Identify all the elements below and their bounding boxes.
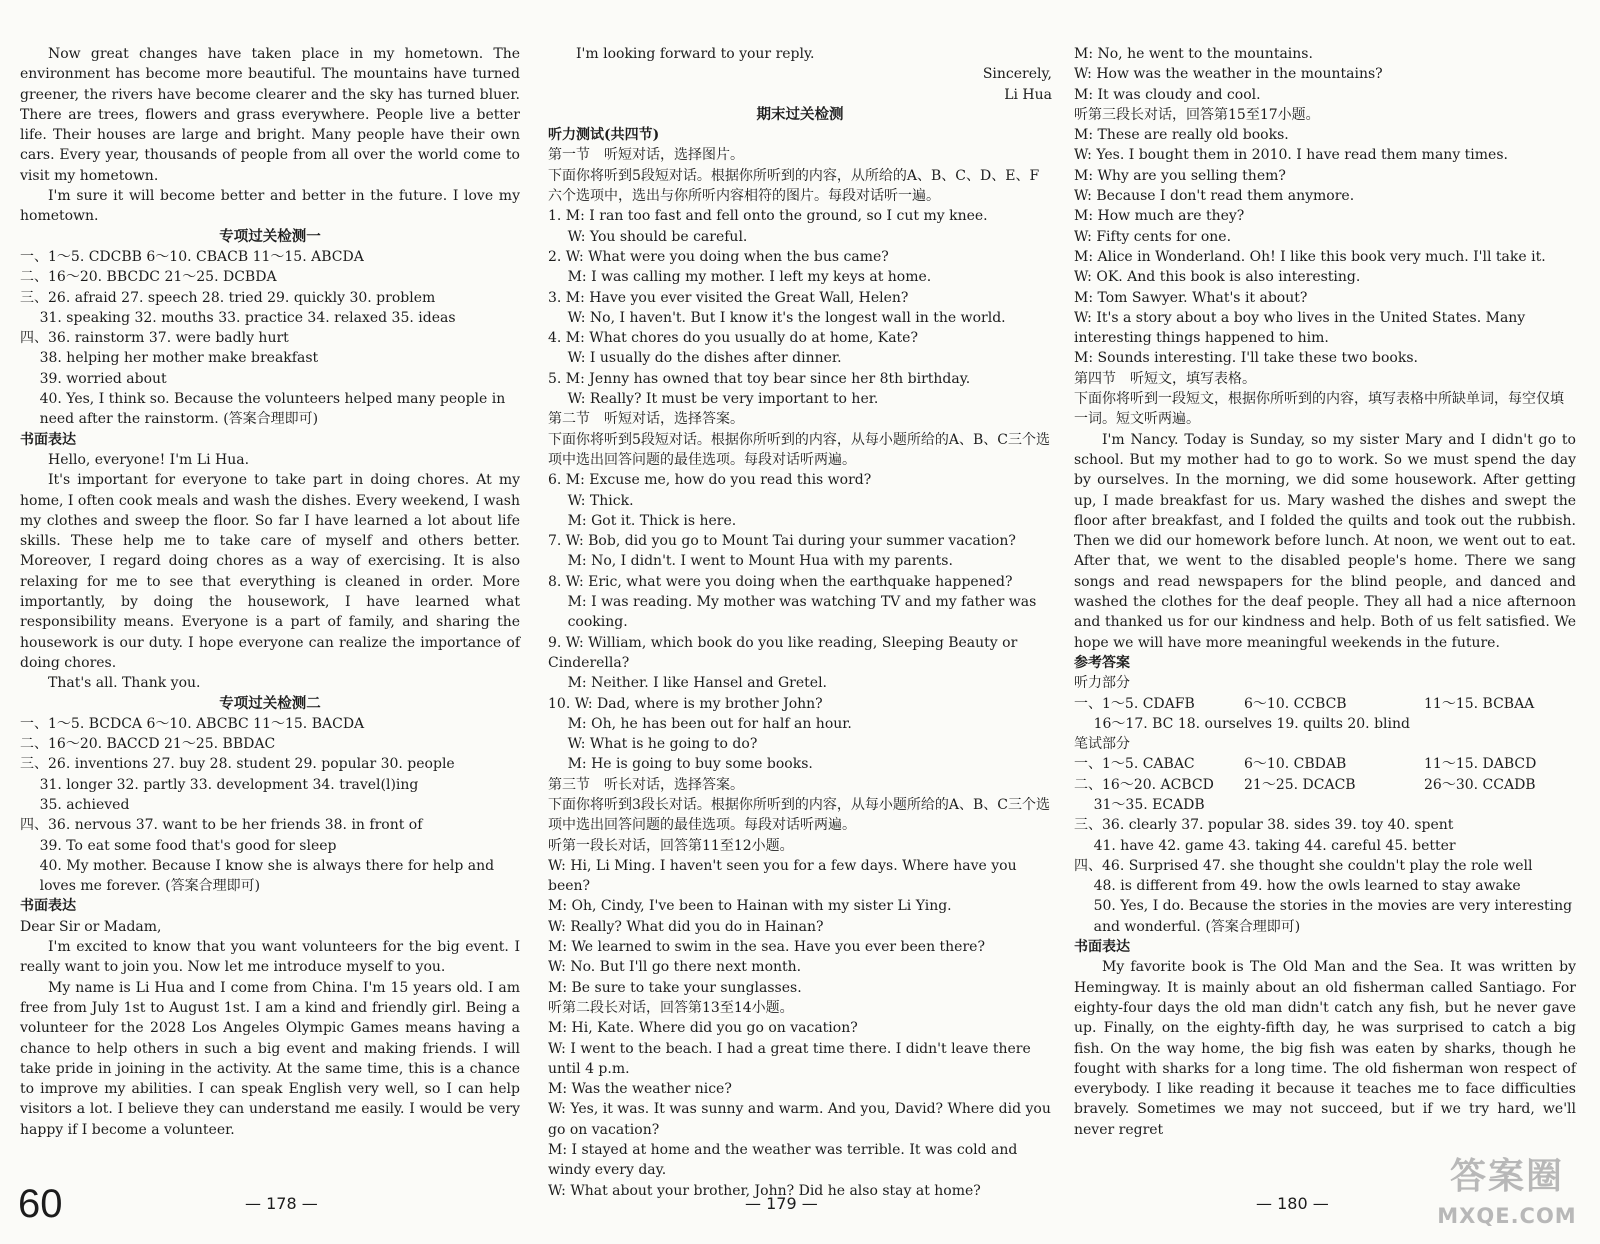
text-line: M: Hi, Kate. Where did you go on vacation?: [548, 1020, 858, 1037]
indented-line: M: Oh, he has been out for half an hour.: [567, 715, 852, 732]
indented-line: W: Really? It must be very important to her.: [567, 391, 879, 408]
text-line: W: Fifty cents for one.: [1074, 228, 1232, 245]
indented-line: W: You should be careful.: [567, 228, 748, 245]
text-line: M: Oh, Cindy, I've been to Hainan with my sister Li Ying.: [548, 898, 952, 915]
section-heading: 书面表达: [20, 898, 76, 915]
page-number-178: — 178 —: [245, 1194, 318, 1213]
text-line: 下面你将听到一段短文，根据你所听到的内容，填写表格中所缺单词，每空仅填一词。短文听两遍。: [1074, 391, 1564, 428]
paragraph: My favorite book is The Old Man and the Sea. It was written by Hemingway. It is mainly about an old fisherman called Santiago. For eighty-four days the old man didn't catch any fish, but he never gave up. Finally, on the eighty-fifth day, he was surprised to catch a big fish. On the way home, the big fish was eaten by sharks, though he fought with sharks for a long time. The old fisherman won respect of everybody. I like reading it because it teaches me to face difficulties bravely. Sometimes we may not succeed, but if we try hard, we'll never regret: [1074, 959, 1576, 1138]
answer-cell: 一、1～5. CDAFB: [1074, 695, 1195, 712]
indented-line: W: What is he going to do?: [567, 736, 758, 753]
text-line: M: How much are they?: [1074, 208, 1245, 225]
text-line: 下面你将听到5段短对话。根据你所听到的内容，从所给的A、B、C、D、E、F六个选项中，选出与你所听内容相符的图片。每段对话听一遍。: [548, 167, 1040, 205]
text-line: W: No. But I'll go there next month.: [548, 959, 802, 976]
indented-line: M: Neither. I like Hansel and Gretel.: [567, 675, 827, 692]
answer-cell: 二、16～20. ACBCD: [1074, 776, 1214, 793]
indented-line: 41. have 42. game 43. taking 44. careful 45. better: [1093, 837, 1456, 854]
text-line: M: We learned to swim in the sea. Have you ever been there?: [548, 939, 985, 956]
text-line: W: Because I don't read them anymore.: [1074, 188, 1355, 205]
text-line: 第二节 听短对话，选择答案。: [548, 411, 744, 428]
watermark-logo: [1424, 1152, 1590, 1240]
section-title: 专项过关检测一: [219, 227, 321, 245]
text-line: M: Tom Sawyer. What's it about?: [1074, 289, 1308, 306]
text-line: W: It's a story about a boy who lives in the United States. Many interesting things happened to him.: [1074, 309, 1526, 347]
indented-line: 50. Yes, I do. Because the stories in the movies are very interesting and wonderful. (答案合理即可): [1093, 898, 1573, 935]
text-line: 三、36. clearly 37. popular 38. sides 39. toy 40. spent: [1074, 817, 1454, 834]
indented-line: 38. helping her mother make breakfast: [39, 350, 319, 367]
section-heading: 听力测试(共四节): [548, 127, 660, 144]
text-line: M: Why are you selling them?: [1074, 167, 1286, 184]
text-line: M: Sounds interesting. I'll take these two books.: [1074, 350, 1418, 367]
text-line: 三、26. afraid 27. speech 28. tried 29. quickly 30. problem: [20, 289, 436, 306]
section-heading: 书面表达: [1074, 939, 1130, 956]
section-heading: 书面表达: [20, 431, 76, 448]
answer-cell: 6～10. CCBCB: [1244, 695, 1347, 712]
section-heading: 参考答案: [1074, 654, 1130, 671]
indented-line: 39. worried about: [39, 370, 167, 387]
indented-line: 40. My mother. Because I know she is always there for help and loves me forever. (答案合理即可): [39, 857, 495, 895]
indented-line: 48. is different from 49. how the owls learned to stay awake: [1093, 878, 1521, 895]
paragraph: Now great changes have taken place in my hometown. The environment has become more beautiful. The mountains have turned greener, the rivers have become clearer and the sky has turned bluer. There are trees, flowers and grass everywhere. People live a better life. Their houses are large and bright. Many people have their own cars. Every year, thousands of people from all over the world come to visit my hometown.: [20, 46, 520, 184]
text-line: M: Was the weather nice?: [548, 1081, 732, 1098]
paragraph: I'm Nancy. Today is Sunday, so my sister Mary and I didn't go to school. But my mother had to go to work. So we must spend the day by ourselves. In the morning, we did some housework. After getting up, I made breakfast for us. Mary washed the dishes and swept the floor after breakfast, and I folded the quilts and took out the rubbish. Then we did our homework before lunch. At noon, we went out to eat. After that, we went to the disabled people's home. There we sang songs and read newspapers for the blind people, and danced and washed the clothes for the deaf people. They all had a nice afternoon and thanked us for our kindness and help. Both of us felt satisfied. We hope we will have more meaningful weekends in the future.: [1074, 431, 1576, 651]
answer-row: [1074, 694, 1576, 714]
text-line: 下面你将听到3段长对话。根据你所听到的内容，从每小题所给的A、B、C三个选项中选出回答问题的最佳选项。每段对话听两遍。: [548, 796, 1051, 834]
text-line: 4. M: What chores do you usually do at home, Kate?: [548, 330, 918, 347]
column-right: [1074, 44, 1576, 1140]
text-line: M: Alice in Wonderland. Oh! I like this book very much. I'll take it.: [1074, 248, 1546, 265]
indented-line: W: Thick.: [567, 492, 634, 509]
text-line: 6. M: Excuse me, how do you read this word?: [548, 472, 872, 489]
signature-line: Li Hua: [1004, 86, 1052, 103]
text-line: 5. M: Jenny has owned that toy bear since her 8th birthday.: [548, 370, 971, 387]
text-line: 三、26. inventions 27. buy 28. student 29. popular 30. people: [20, 756, 455, 773]
text-line: 9. W: William, which book do you like reading, Sleeping Beauty or Cinderella?: [548, 634, 1018, 671]
text-line: 第三节 听长对话，选择答案。: [548, 776, 744, 793]
answer-cell: 11～15. BCBAA: [1424, 695, 1535, 712]
text-line: M: It was cloudy and cool.: [1074, 86, 1261, 103]
indented-line: W: No, I haven't. But I know it's the longest wall in the world.: [567, 309, 1006, 326]
text-line: 二、16～20. BACCD 21～25. BBDAC: [20, 736, 276, 753]
section-title: 专项过关检测二: [219, 694, 321, 712]
indented-line: M: I was calling my mother. I left my keys at home.: [567, 269, 932, 286]
text-line: M: These are really old books.: [1074, 127, 1289, 144]
indented-line: 31. speaking 32. mouths 33. practice 34. relaxed 35. ideas: [39, 309, 456, 326]
indented-line: M: He is going to buy some books.: [567, 756, 813, 773]
text-line: W: OK. And this book is also interesting.: [1074, 269, 1361, 286]
indented-line: 31～35. ECADB: [1093, 796, 1205, 813]
answer-cell: 一、1～5. CABAC: [1074, 756, 1195, 773]
text-line: 一、1～5. CDCBB 6～10. CBACB 11～15. ABCDA: [20, 248, 364, 265]
indented-line: 16～17. BC 18. ourselves 19. quilts 20. blind: [1093, 715, 1410, 732]
text-line: 听力部分: [1074, 675, 1130, 692]
page-number-180: — 180 —: [1256, 1194, 1329, 1213]
section-title: 期末过关检测: [756, 105, 844, 123]
text-line: 四、46. Surprised 47. she thought she couldn't play the role well: [1074, 857, 1533, 874]
watermark-title: 答案圈: [1449, 1156, 1564, 1197]
answer-cell: 6～10. CBDAB: [1244, 756, 1347, 773]
signature-line: Sincerely,: [982, 66, 1052, 83]
paragraph: My name is Li Hua and I come from China. I'm 15 years old. I am free from July 1st to August 1st. I am a kind and friendly girl. Being a volunteer for the 2028 Los Angeles Olympic Games means having a chance to help others in such a big event and making friends. I will take pride in joining in the activity. At the same time, this is a chance to improve my abilities. I can speak English very well, so I can help visitors a lot. I believe they can understand me easily. I would be very happy if I become a volunteer.: [20, 979, 520, 1138]
indented-line: 35. achieved: [39, 796, 130, 813]
text-line: 四、36. nervous 37. want to be her friends 38. in front of: [20, 817, 423, 834]
text-line: 二、16～20. BBCDC 21～25. DCBDA: [20, 269, 277, 286]
text-line: 3. M: Have you ever visited the Great Wall, Helen?: [548, 289, 909, 306]
answer-cell: 11～15. DABCD: [1424, 756, 1537, 773]
answer-cell: 26～30. CCADB: [1424, 776, 1536, 793]
text-line: M: I stayed at home and the weather was terrible. It was cold and windy every day.: [548, 1142, 1018, 1179]
text-line: W: I went to the beach. I had a great time there. I didn't leave there until 4 p.m.: [548, 1040, 1031, 1077]
text-line: W: What about your brother, John? Did he also stay at home?: [548, 1182, 981, 1199]
indented-line: 40. Yes, I think so. Because the volunteers helped many people in need after the rainstorm. (答案合理即可): [39, 391, 506, 428]
text-line: 1. M: I ran too fast and fell onto the ground, so I cut my knee.: [548, 208, 988, 225]
paragraph: I'm excited to know that you want volunteers for the big event. I really want to join you. Now let me introduce myself to you.: [20, 939, 520, 976]
text-line: 10. W: Dad, where is my brother John?: [548, 695, 823, 712]
indented-line: M: I was reading. My mother was watching TV and my father was cooking.: [567, 594, 1037, 631]
text-line: W: Hi, Li Ming. I haven't seen you for a few days. Where have you been?: [548, 857, 1017, 895]
paragraph: I'm sure it will become better and better in the future. I love my hometown.: [20, 188, 520, 225]
text-line: 7. W: Bob, did you go to Mount Tai during your summer vacation?: [548, 533, 1016, 550]
text-line: W: Yes, it was. It was sunny and warm. And you, David? Where did you go on vacation?: [548, 1101, 1051, 1138]
indented-line: W: I usually do the dishes after dinner.: [567, 350, 842, 367]
text-line: M: Be sure to take your sunglasses.: [548, 979, 802, 996]
answer-row: [1074, 775, 1576, 795]
text-line: 8. W: Eric, what were you doing when the earthquake happened?: [548, 573, 1013, 590]
indented-line: M: Got it. Thick is here.: [567, 512, 737, 529]
text-line: W: Really? What did you do in Hainan?: [548, 918, 824, 935]
text-line: M: No, he went to the mountains.: [1074, 46, 1313, 62]
page-number-179: — 179 —: [745, 1194, 818, 1213]
indented-line: 39. To eat some food that's good for sleep: [39, 837, 337, 854]
answer-cell: 21～25. DCACB: [1244, 776, 1356, 793]
paragraph: I'm looking forward to your reply.: [576, 46, 815, 62]
text-line: 听第三段长对话，回答第15至17小题。: [1074, 106, 1320, 123]
text-line: W: Yes. I bought them in 2010. I have read them many times.: [1074, 147, 1508, 164]
text-line: 下面你将听到5段短对话。根据你所听到的内容，从每小题所给的A、B、C三个选项中选出回答问题的最佳选项。每段对话听两遍。: [548, 431, 1051, 468]
column-left: [20, 44, 520, 1140]
indented-line: M: No, I didn't. I went to Mount Hua with my parents.: [567, 553, 953, 570]
text-line: W: How was the weather in the mountains?: [1074, 66, 1383, 83]
paragraph: It's important for everyone to take part in doing chores. At my home, I often cook meals and wash the dishes. Every weekend, I wash my clothes and sweep the floor. So far I have learned a lot about life skills. These help me to take care of myself and others better. Moreover, I regard doing chores as a way of exercising. It is also relaxing for me to see that everything is cleaned in order. More importantly, by doing the housework, I have learned what responsibility means. Everyone is a part of family, and sharing the housework is our duty. I hope everyone can realize the importance of doing chores.: [20, 472, 520, 671]
text-line: 第一节 听短对话，选择图片。: [548, 147, 744, 164]
text-line: 听第一段长对话，回答第11至12小题。: [548, 837, 794, 854]
text-line: 听第二段长对话，回答第13至14小题。: [548, 999, 794, 1016]
text-line: Dear Sir or Madam,: [20, 918, 162, 935]
text-line: 2. W: What were you doing when the bus came?: [548, 248, 889, 265]
indented-line: 31. longer 32. partly 33. development 34. travel(l)ing: [39, 776, 419, 793]
text-line: 一、1～5. BCDCA 6～10. ABCBC 11～15. BACDA: [20, 715, 365, 732]
watermark-url: MXQE.COM: [1437, 1204, 1577, 1228]
column-middle: [548, 44, 1052, 1201]
answer-row: [1074, 754, 1576, 774]
text-line: 四、36. rainstorm 37. were badly hurt: [20, 330, 289, 347]
paragraph: Hello, everyone! I'm Li Hua.: [48, 451, 250, 468]
corner-page-number: 60: [18, 1182, 63, 1226]
text-line: 笔试部分: [1074, 736, 1130, 753]
paragraph: That's all. Thank you.: [48, 675, 201, 692]
text-line: 第四节 听短文，填写表格。: [1074, 370, 1256, 387]
